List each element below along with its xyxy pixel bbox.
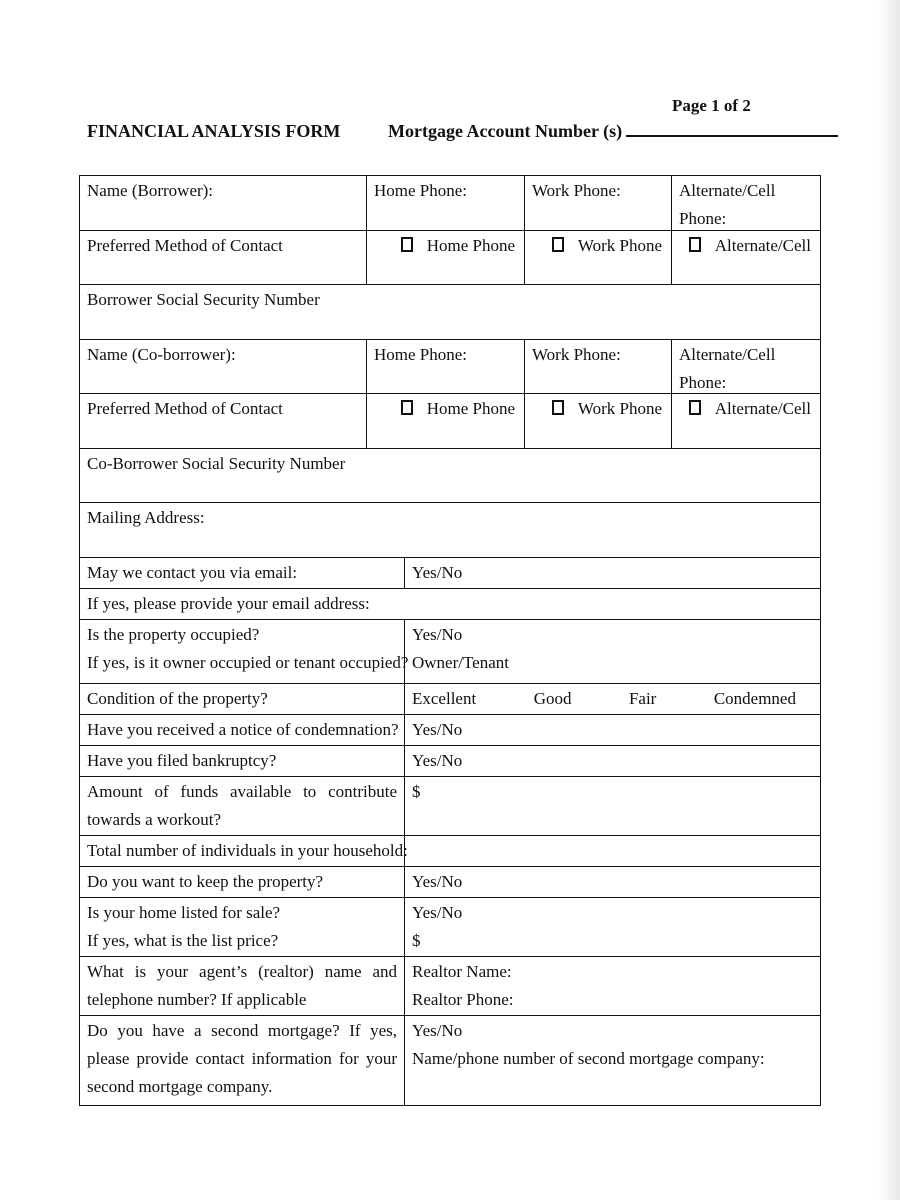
agent-answer-phone[interactable]: Realtor Phone: bbox=[412, 989, 514, 1009]
listed-question-line2: If yes, what is the list price? bbox=[87, 930, 279, 950]
bankruptcy-row bbox=[80, 746, 820, 777]
email-address-cell[interactable]: If yes, please provide your email address: bbox=[87, 593, 370, 613]
checkbox-icon[interactable] bbox=[689, 400, 701, 415]
funds-question: Amount of funds available to contribute towards a workout? bbox=[80, 777, 405, 835]
occupied-answer[interactable] bbox=[405, 620, 820, 683]
condemnation-answer[interactable]: Yes/No bbox=[412, 719, 463, 739]
checkbox-icon[interactable] bbox=[689, 237, 701, 252]
occupied-answer-owner-tenant[interactable]: Owner/Tenant bbox=[412, 652, 509, 672]
coborrower-opt-home[interactable] bbox=[367, 394, 525, 448]
second-mortgage-answer[interactable] bbox=[405, 1016, 820, 1105]
listed-answer-yesno[interactable]: Yes/No bbox=[412, 902, 463, 922]
listed-question bbox=[80, 898, 405, 956]
second-mortgage-answer-yesno[interactable]: Yes/No bbox=[412, 1020, 463, 1040]
checkbox-icon[interactable] bbox=[401, 237, 413, 252]
occupied-question-line2: If yes, is it owner occupied or tenant occupied? bbox=[87, 652, 409, 672]
mortgage-account-field[interactable] bbox=[388, 121, 838, 142]
checkbox-icon[interactable] bbox=[552, 237, 564, 252]
borrower-contact-label: Preferred Method of Contact bbox=[80, 231, 367, 285]
borrower-opt-work-label: Work Phone bbox=[577, 235, 662, 255]
coborrower-opt-alt[interactable] bbox=[672, 394, 820, 448]
page-number: Page 1 of 2 bbox=[672, 96, 751, 115]
coborrower-ssn-row bbox=[80, 449, 820, 504]
coborrower-contact-label: Preferred Method of Contact bbox=[80, 394, 367, 448]
coborrower-ssn-cell[interactable]: Co-Borrower Social Security Number bbox=[87, 453, 346, 473]
financial-form-table bbox=[79, 175, 821, 1106]
bankruptcy-answer[interactable]: Yes/No bbox=[412, 750, 463, 770]
mortgage-account-blank[interactable] bbox=[626, 123, 838, 137]
household-row bbox=[80, 836, 820, 867]
borrower-ssn-row bbox=[80, 285, 820, 340]
checkbox-icon[interactable] bbox=[401, 400, 413, 415]
bankruptcy-question: Have you filed bankruptcy? bbox=[80, 746, 405, 776]
condition-question: Condition of the property? bbox=[80, 684, 405, 714]
agent-row bbox=[80, 957, 820, 1016]
borrower-contact-row bbox=[80, 231, 820, 286]
email-contact-question: May we contact you via email: bbox=[80, 558, 405, 588]
agent-answer[interactable] bbox=[405, 957, 820, 1015]
borrower-opt-alt-label: Alternate/Cell bbox=[714, 235, 811, 255]
borrower-opt-alt[interactable] bbox=[672, 231, 820, 285]
form-title: FINANCIAL ANALYSIS FORM bbox=[87, 121, 341, 141]
coborrower-name-row bbox=[80, 340, 820, 395]
checkbox-icon[interactable] bbox=[552, 400, 564, 415]
condition-option-excellent[interactable]: Excellent bbox=[412, 688, 477, 708]
email-address-row bbox=[80, 589, 820, 620]
keep-property-row bbox=[80, 867, 820, 898]
condemnation-question: Have you received a notice of condemnation? bbox=[80, 715, 405, 745]
household-question: Total number of individuals in your household: bbox=[80, 836, 405, 866]
coborrower-contact-row bbox=[80, 394, 820, 449]
occupied-answer-yesno[interactable]: Yes/No bbox=[412, 624, 463, 644]
mailing-address-cell[interactable]: Mailing Address: bbox=[87, 508, 205, 527]
funds-answer[interactable]: $ bbox=[412, 781, 421, 801]
listed-answer[interactable] bbox=[405, 898, 820, 956]
coborrower-opt-alt-label: Alternate/Cell bbox=[714, 399, 811, 418]
occupied-row bbox=[80, 620, 820, 684]
email-contact-row bbox=[80, 558, 820, 589]
coborrower-name-cell[interactable]: Name (Co-borrower): bbox=[80, 340, 367, 394]
coborrower-opt-home-label: Home Phone bbox=[426, 399, 515, 418]
page-edge-shadow bbox=[878, 0, 900, 1200]
borrower-work-phone-cell[interactable]: Work Phone: bbox=[525, 176, 672, 230]
listed-answer-price[interactable]: $ bbox=[412, 930, 421, 950]
second-mortgage-question: Do you have a second mortgage? If yes, please provide contact information for your second mortgage company. bbox=[80, 1016, 405, 1105]
household-answer[interactable] bbox=[405, 836, 820, 866]
coborrower-opt-work[interactable] bbox=[525, 394, 672, 448]
borrower-name-row bbox=[80, 176, 820, 231]
borrower-ssn-cell[interactable]: Borrower Social Security Number bbox=[87, 290, 320, 309]
coborrower-alt-phone-cell[interactable]: Alternate/Cell Phone: bbox=[679, 344, 776, 392]
mortgage-account-label: Mortgage Account Number (s) bbox=[388, 121, 623, 141]
coborrower-opt-work-label: Work Phone bbox=[577, 399, 662, 418]
listed-row bbox=[80, 898, 820, 957]
coborrower-work-phone-cell[interactable]: Work Phone: bbox=[525, 340, 672, 394]
email-contact-answer[interactable]: Yes/No bbox=[412, 562, 463, 582]
second-mortgage-answer-company[interactable]: Name/phone number of second mortgage company: bbox=[412, 1048, 765, 1068]
keep-property-question: Do you want to keep the property? bbox=[80, 867, 405, 897]
condition-row bbox=[80, 684, 820, 715]
condition-option-fair[interactable]: Fair bbox=[628, 688, 657, 708]
borrower-home-phone-cell[interactable]: Home Phone: bbox=[367, 176, 525, 230]
listed-question-line1: Is your home listed for sale? bbox=[87, 902, 281, 922]
borrower-opt-home-label: Home Phone bbox=[426, 235, 515, 255]
agent-answer-name[interactable]: Realtor Name: bbox=[412, 961, 512, 981]
occupied-question-line1: Is the property occupied? bbox=[87, 624, 260, 644]
second-mortgage-row bbox=[80, 1016, 820, 1105]
condition-option-condemned[interactable]: Condemned bbox=[713, 688, 796, 708]
agent-question: What is your agent’s (realtor) name and telephone number? If applicable bbox=[80, 957, 405, 1015]
mailing-address-row bbox=[80, 503, 820, 558]
condemnation-row bbox=[80, 715, 820, 746]
funds-row bbox=[80, 777, 820, 836]
borrower-opt-work[interactable] bbox=[525, 231, 672, 285]
occupied-question bbox=[80, 620, 409, 683]
borrower-opt-home[interactable] bbox=[367, 231, 525, 285]
condition-option-good[interactable]: Good bbox=[533, 688, 572, 708]
borrower-alt-phone-cell[interactable]: Alternate/Cell Phone: bbox=[679, 181, 776, 228]
condition-options[interactable] bbox=[405, 684, 820, 714]
coborrower-home-phone-cell[interactable]: Home Phone: bbox=[367, 340, 525, 394]
keep-property-answer[interactable]: Yes/No bbox=[412, 871, 463, 891]
borrower-name-cell[interactable]: Name (Borrower): bbox=[80, 176, 367, 230]
